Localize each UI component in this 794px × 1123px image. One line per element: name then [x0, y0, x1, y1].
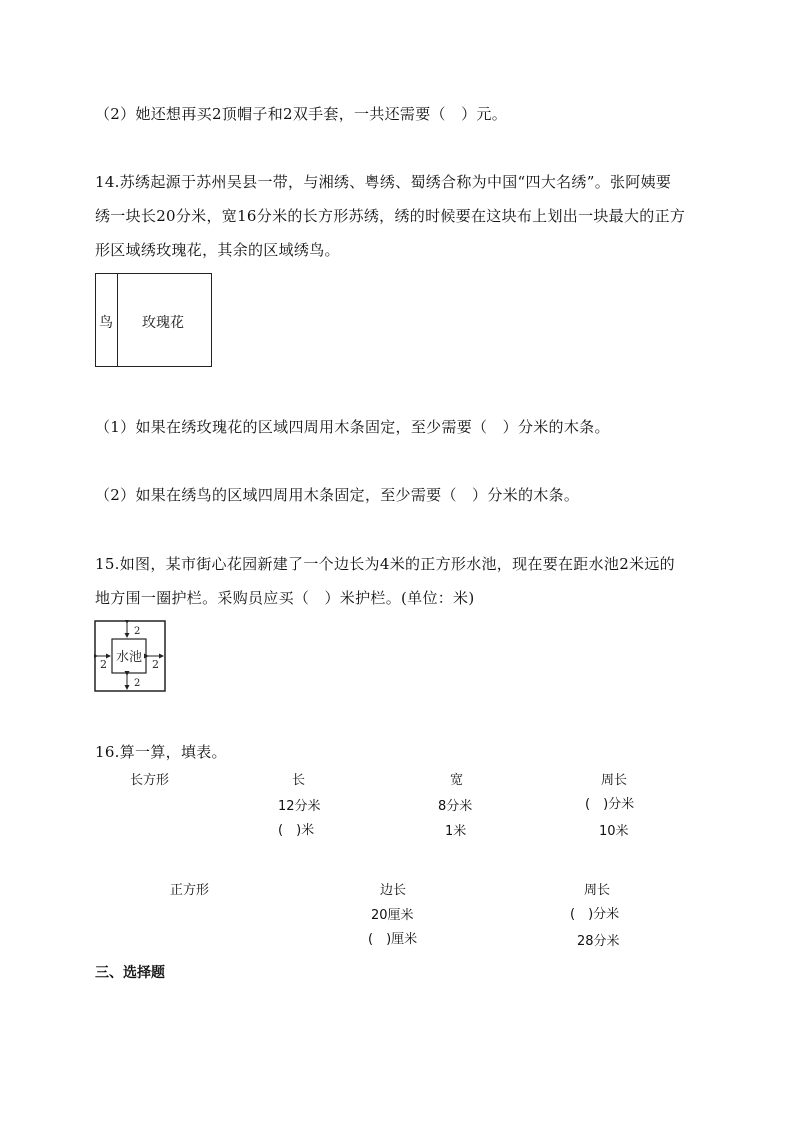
embroidery-figure: [95, 273, 212, 367]
q15-line2: 地方围一圈护栏。采购员应买（ ）米护栏。(单位：米): [95, 589, 475, 607]
rect-header-length: 长: [292, 773, 306, 788]
gap-bottom-label: 2: [134, 678, 141, 689]
square-cell: 28分米: [577, 934, 620, 949]
rect-cell: 10米: [599, 824, 629, 839]
q14-line1: 14.苏绣起源于苏州吴县一带，与湘绣、粤绣、蜀绣合称为中国“四大名绣”。张阿姨要: [95, 173, 672, 191]
q14-line2: 绣一块长20分米，宽16分米的长方形苏绣，绣的时候要在这块布上划出一块最大的正方: [95, 207, 686, 225]
q16-title: 16.算一算，填表。: [95, 743, 227, 761]
section-heading: 三、选择题: [95, 965, 165, 981]
rect-cell: 12分米: [278, 799, 321, 814]
rect-cell: 1米: [445, 824, 467, 839]
rose-label: 玫瑰花: [142, 315, 184, 331]
q14-line3: 形区域绣玫瑰花，其余的区域绣鸟。: [95, 241, 340, 259]
rect-label: 长方形: [130, 773, 170, 788]
q13-part2: （2）她还想再买2顶帽子和2双手套，一共还需要（ ）元。: [95, 105, 508, 123]
gap-left-label: 2: [100, 658, 107, 671]
bird-region: [96, 274, 118, 366]
pool-figure: [94, 620, 166, 692]
rect-cell: ( )米: [278, 823, 315, 838]
pool-label: 水池: [115, 650, 143, 665]
square-cell: 20厘米: [371, 908, 414, 923]
gap-right-label: 2: [152, 658, 159, 671]
q15-line1: 15.如图，某市街心花园新建了一个边长为4米的正方形水池，现在要在距水池2米远的: [95, 555, 675, 573]
q14-part1: （1）如果在绣玫瑰花的区域四周用木条固定，至少需要（ ）分米的木条。: [95, 418, 610, 436]
gap-top-label: 2: [134, 626, 141, 637]
square-label: 正方形: [170, 883, 210, 898]
q14-part2: （2）如果在绣鸟的区域四周用木条固定，至少需要（ ）分米的木条。: [95, 486, 580, 504]
square-cell: ( )厘米: [368, 932, 418, 947]
rect-header-perimeter: 周长: [601, 773, 628, 788]
rect-cell: 8分米: [438, 799, 473, 814]
bird-label: 鸟: [99, 315, 113, 331]
rect-cell: ( )分米: [585, 797, 635, 812]
square-header-perimeter: 周长: [584, 883, 611, 898]
rect-header-width: 宽: [450, 773, 464, 788]
square-cell: ( )分米: [570, 907, 620, 922]
square-header-side: 边长: [380, 883, 407, 898]
